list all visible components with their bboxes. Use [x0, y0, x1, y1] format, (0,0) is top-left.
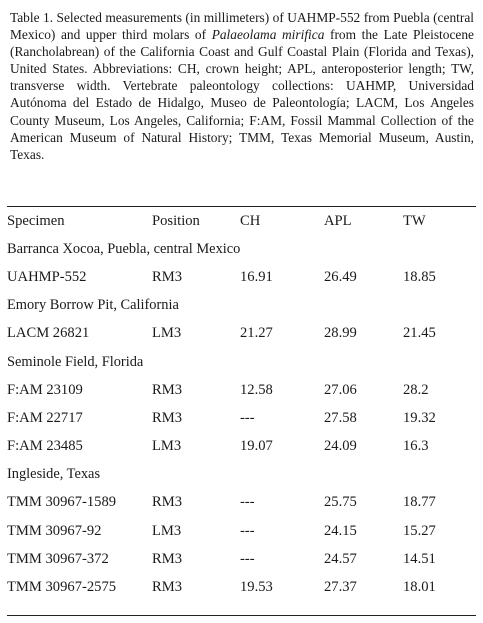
- cell-tw: 21.45: [403, 325, 436, 342]
- cell-apl: 27.37: [324, 579, 357, 596]
- cell-position: RM3: [152, 579, 183, 596]
- cell-ch: 12.58: [240, 381, 273, 398]
- table-row: [7, 573, 476, 601]
- caption-text-part1: Table 1. Selected measurements (in millimeters) of UAHMP-552 from Puebla (central Mexico) and upper third molars of: [10, 10, 474, 43]
- cell-specimen: F:AM 23485: [7, 438, 83, 455]
- cell-apl: 24.57: [324, 550, 357, 567]
- cell-position: RM3: [152, 381, 183, 398]
- table-row: [7, 517, 476, 545]
- group-heading-row: [7, 461, 476, 489]
- cell-tw: 18.85: [403, 268, 436, 285]
- cell-specimen: F:AM 22717: [7, 409, 83, 426]
- table-row: [7, 263, 476, 291]
- cell-tw: 15.27: [403, 522, 436, 539]
- header-position: Position: [152, 212, 200, 229]
- measurements-table: [7, 207, 476, 602]
- cell-ch: 16.91: [240, 268, 273, 285]
- cell-ch: ---: [240, 550, 255, 567]
- cell-tw: 18.77: [403, 494, 436, 511]
- cell-ch: ---: [240, 522, 255, 539]
- group-heading-row: [7, 235, 476, 263]
- cell-tw: 14.51: [403, 550, 436, 567]
- cell-position: RM3: [152, 268, 183, 285]
- caption-taxon-name: Palaeolama mirifica: [211, 27, 325, 43]
- table-row: [7, 404, 476, 432]
- cell-position: LM3: [152, 522, 182, 539]
- group-heading-california: Emory Borrow Pit, California: [7, 297, 179, 314]
- cell-specimen: TMM 30967-1589: [7, 494, 117, 511]
- cell-specimen: TMM 30967-2575: [7, 579, 117, 596]
- cell-ch: ---: [240, 409, 255, 426]
- table-row: [7, 433, 476, 461]
- cell-specimen: TMM 30967-92: [7, 522, 102, 539]
- cell-ch: 19.53: [240, 579, 273, 596]
- cell-ch: 21.27: [240, 325, 273, 342]
- table-row: [7, 489, 476, 517]
- cell-tw: 19.32: [403, 409, 436, 426]
- cell-position: LM3: [152, 325, 182, 342]
- cell-apl: 24.09: [324, 438, 357, 455]
- table-bottom-rule: [7, 615, 476, 616]
- cell-tw: 16.3: [403, 438, 429, 455]
- cell-apl: 27.58: [324, 409, 357, 426]
- group-heading-florida: Seminole Field, Florida: [7, 353, 144, 370]
- cell-ch: ---: [240, 494, 255, 511]
- cell-specimen: F:AM 23109: [7, 381, 83, 398]
- cell-specimen: LACM 26821: [7, 325, 90, 342]
- table-header-row: [7, 207, 476, 235]
- header-crown-height: CH: [240, 212, 261, 229]
- header-anteroposterior-length: APL: [324, 212, 352, 229]
- table-row: [7, 376, 476, 404]
- cell-ch: 19.07: [240, 438, 273, 455]
- cell-apl: 28.99: [324, 325, 357, 342]
- caption-text-part2: from the Late Pleistocene (Rancholabrean) of the California Coast and Gulf Coastal Plain (Florida and Texas), United States. Abbreviations: CH, crown height; APL, anteroposterior length; TW, transverse width. Vertebrate paleontology collections: UAHMP, Universidad Autónoma del Estado de Hidalgo, Museo de Paleontología; LACM, Los Angeles County Museum, Los Angeles, California; F:AM, Fossil Mammal Collection of the American Museum of Natural History; TMM, Texas Memorial Museum, Austin, Texas.: [10, 27, 474, 162]
- cell-tw: 18.01: [403, 579, 436, 596]
- cell-position: RM3: [152, 550, 183, 567]
- group-heading-row: [7, 348, 476, 376]
- table-row: [7, 545, 476, 573]
- table-row: [7, 320, 476, 348]
- group-heading-puebla: Barranca Xocoa, Puebla, central Mexico: [7, 240, 241, 257]
- cell-specimen: TMM 30967-372: [7, 550, 109, 567]
- header-specimen: Specimen: [7, 212, 65, 229]
- cell-apl: 24.15: [324, 522, 357, 539]
- group-heading-row: [7, 292, 476, 320]
- cell-position: RM3: [152, 409, 183, 426]
- header-transverse-width: TW: [403, 212, 426, 229]
- cell-apl: 25.75: [324, 494, 357, 511]
- cell-position: LM3: [152, 438, 182, 455]
- cell-specimen: UAHMP-552: [7, 268, 87, 285]
- table-caption: [10, 9, 474, 163]
- cell-tw: 28.2: [403, 381, 429, 398]
- cell-position: RM3: [152, 494, 183, 511]
- group-heading-texas: Ingleside, Texas: [7, 466, 101, 483]
- cell-apl: 27.06: [324, 381, 357, 398]
- cell-apl: 26.49: [324, 268, 357, 285]
